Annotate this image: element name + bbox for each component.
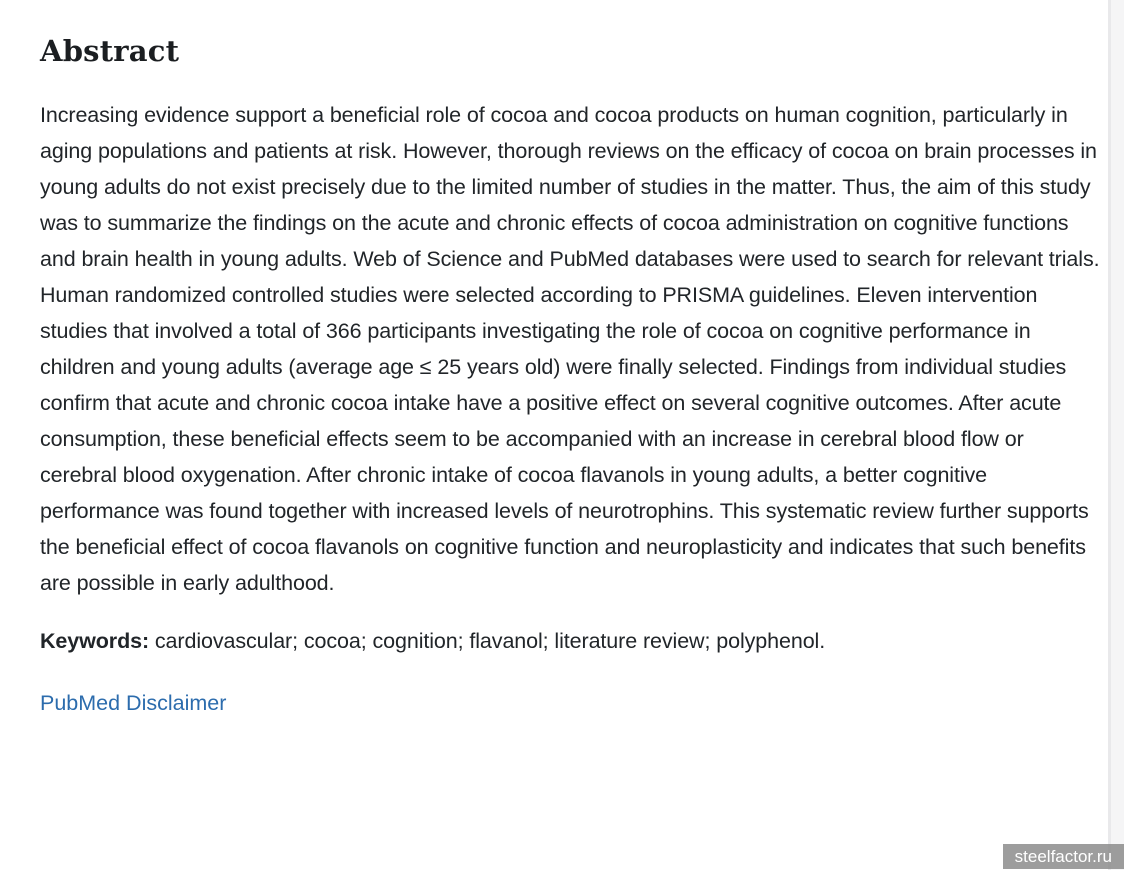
- abstract-section: [40, 0, 1106, 721]
- abstract-paragraph: Increasing evidence support a beneficial role of cocoa and cocoa products on human cognition, particularly in aging populations and patients at risk. However, thorough reviews on the efficacy of cocoa on brain processes in young adults do not exist precisely due to the limited number of studies in the matter. Thus, the aim of this study was to summarize the findings on the acute and chronic effects of cocoa administration on cognitive functions and brain health in young adults. Web of Science and PubMed databases were used to search for relevant trials. Human randomized controlled studies were selected according to PRISMA guidelines. Eleven intervention studies that involved a total of 366 participants investigating the role of cocoa on cognitive performance in children and young adults (average age ≤ 25 years old) were finally selected. Findings from individual studies confirm that acute and chronic cocoa intake have a positive effect on several cognitive outcomes. After acute consumption, these beneficial effects seem to be accompanied with an increase in cerebral blood flow or cerebral blood oxygenation. After chronic intake of cocoa flavanols in young adults, a better cognitive performance was found together with increased levels of neurotrophins. This systematic review further supports the beneficial effect of cocoa flavanols on cognitive function and neuroplasticity and indicates that such benefits are possible in early adulthood.: [40, 103, 1100, 595]
- keywords-label: Keywords:: [40, 629, 150, 653]
- pubmed-disclaimer-link[interactable]: PubMed Disclaimer: [40, 691, 227, 715]
- keywords-text: cardiovascular; cocoa; cognition; flavanol; literature review; polyphenol.: [149, 629, 826, 653]
- watermark: steelfactor.ru: [1003, 844, 1124, 869]
- keywords-line: [40, 623, 1106, 659]
- vertical-scrollbar-track[interactable]: [1108, 0, 1124, 870]
- abstract-heading: Abstract: [40, 34, 180, 68]
